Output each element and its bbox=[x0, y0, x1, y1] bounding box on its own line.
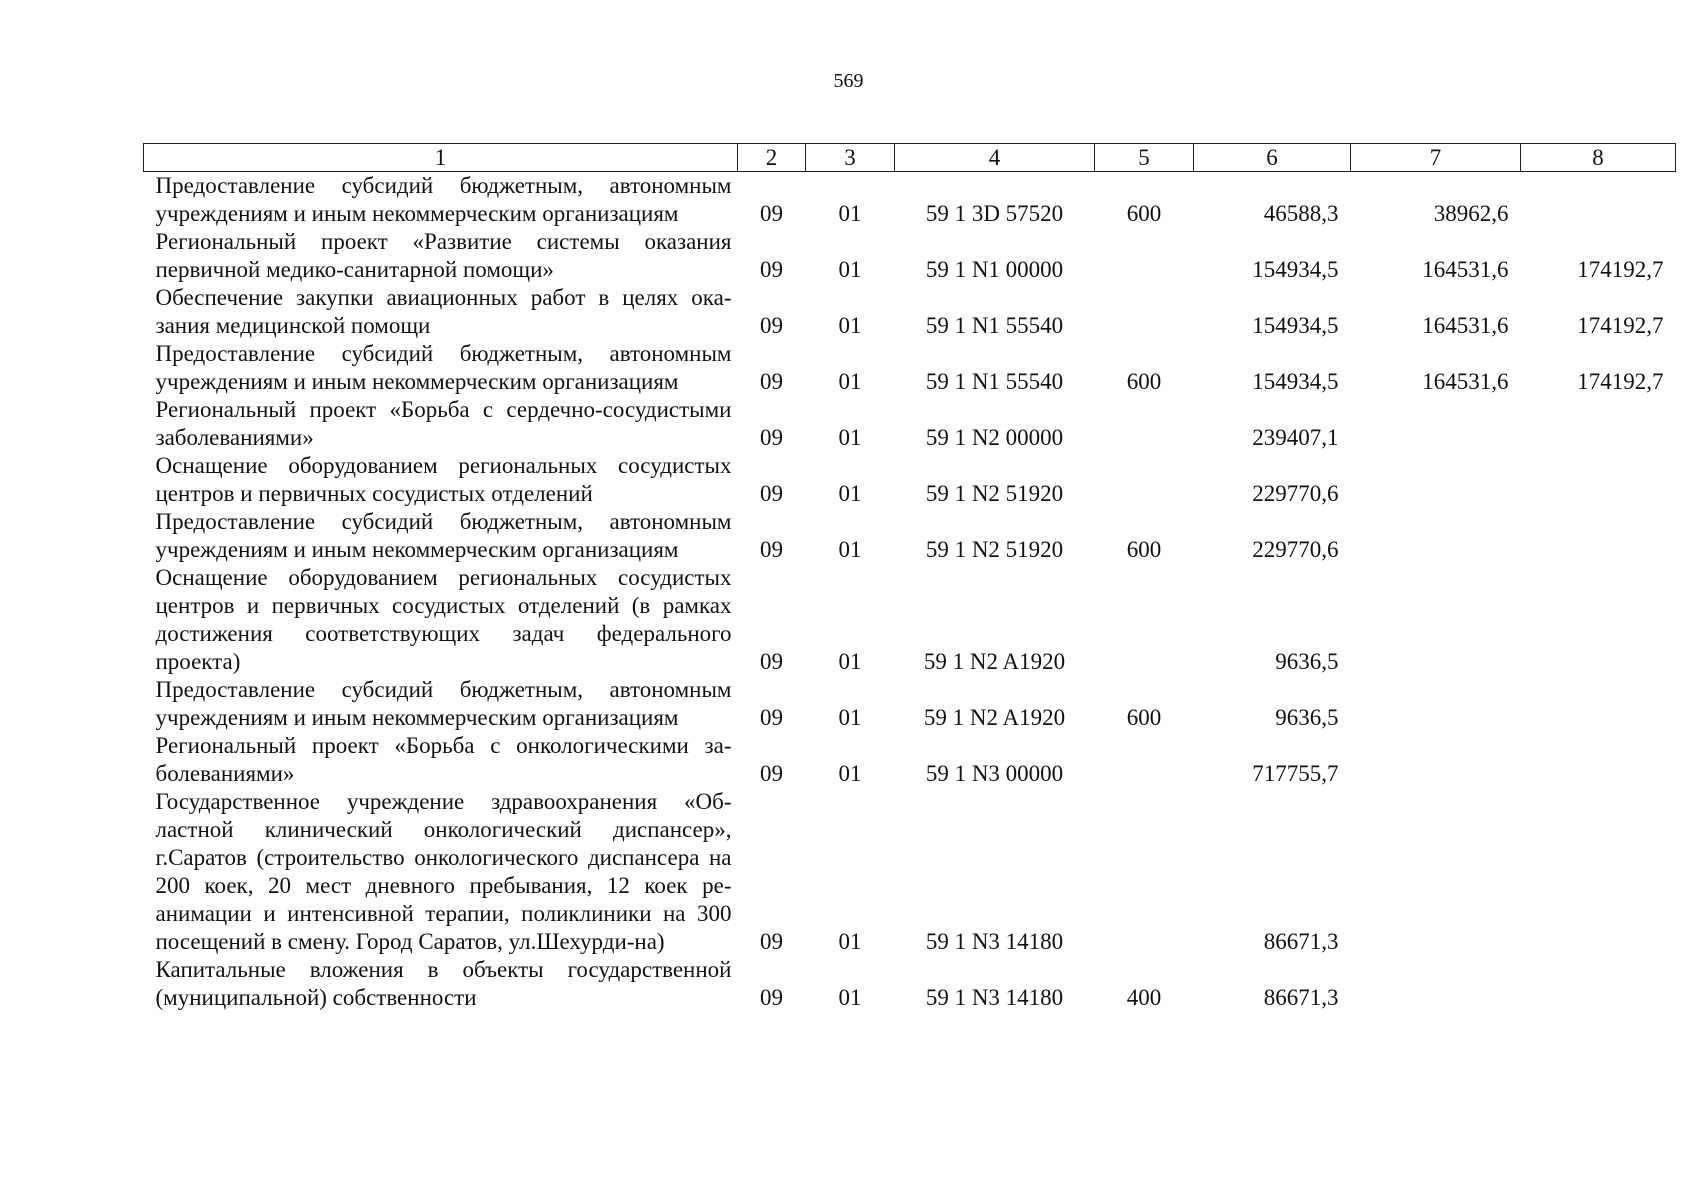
amount-col7-cell: 164531,6 bbox=[1422, 369, 1509, 394]
amount-col8-cell bbox=[1521, 676, 1676, 732]
table-row bbox=[144, 172, 1676, 229]
expense-type-cell: 600 bbox=[1126, 705, 1162, 730]
amount-col7-cell bbox=[1351, 452, 1521, 508]
row-name-cell: Предоставление субсидий бюджетным, автономным учреждениям и иным некоммерческим организациям bbox=[155, 509, 732, 562]
amount-col6-cell: 154934,5 bbox=[1252, 257, 1339, 282]
section-code-cell: 09 bbox=[760, 201, 783, 226]
page-number: 569 bbox=[833, 70, 864, 92]
amount-col8-cell bbox=[1521, 172, 1676, 229]
column-header-1: 1 bbox=[144, 144, 738, 172]
subsection-code-cell: 01 bbox=[838, 369, 862, 394]
table-row bbox=[144, 284, 1676, 340]
expense-type-cell bbox=[1095, 564, 1194, 676]
expense-type-cell: 400 bbox=[1126, 985, 1162, 1010]
amount-col8-cell: 174192,7 bbox=[1577, 369, 1664, 394]
amount-col8-cell bbox=[1521, 956, 1676, 1012]
subsection-code-cell: 01 bbox=[838, 257, 862, 282]
amount-col6-cell: 86671,3 bbox=[1263, 985, 1339, 1010]
amount-col8-cell bbox=[1521, 732, 1676, 788]
target-code-cell: 59 1 N3 00000 bbox=[925, 761, 1064, 786]
subsection-code-cell: 01 bbox=[838, 929, 862, 954]
subsection-code-cell: 01 bbox=[838, 313, 862, 338]
subsection-code-cell: 01 bbox=[838, 985, 862, 1010]
amount-col6-cell: 717755,7 bbox=[1252, 761, 1339, 786]
amount-col7-cell bbox=[1351, 788, 1521, 956]
subsection-code-cell: 01 bbox=[838, 761, 862, 786]
subsection-code-cell: 01 bbox=[838, 705, 862, 730]
section-code-cell: 09 bbox=[760, 313, 783, 338]
target-code-cell: 59 1 N2 A1920 bbox=[923, 649, 1066, 674]
amount-col8-cell bbox=[1521, 564, 1676, 676]
amount-col6-cell: 239407,1 bbox=[1252, 425, 1339, 450]
row-name-cell: Обеспечение закупки авиационных работ в целях ока-зания медицинской помощи bbox=[155, 285, 732, 338]
expense-type-cell bbox=[1095, 396, 1194, 452]
expense-type-cell bbox=[1095, 284, 1194, 340]
amount-col6-cell: 154934,5 bbox=[1252, 313, 1339, 338]
column-header-8: 8 bbox=[1521, 144, 1676, 172]
section-code-cell: 09 bbox=[760, 481, 783, 506]
column-header-6: 6 bbox=[1194, 144, 1351, 172]
row-name-cell: Государственное учреждение здравоохранения «Об-ластной клинический онкологический диспансер», г.Саратов (строительство онкологического диспансера на 200 коек, 20 мест дневного пребывания, 12 коек ре-анимации и интенсивной терапии, поликлиники на 300 посещений в смену. Город Саратов, ул.Шехурди-на) bbox=[155, 789, 732, 954]
budget-table bbox=[143, 143, 1676, 1012]
row-name-cell: Предоставление субсидий бюджетным, автономным учреждениям и иным некоммерческим организациям bbox=[155, 677, 732, 730]
expense-type-cell bbox=[1095, 732, 1194, 788]
column-header-4: 4 bbox=[895, 144, 1095, 172]
amount-col7-cell: 164531,6 bbox=[1422, 313, 1509, 338]
column-header-5: 5 bbox=[1095, 144, 1194, 172]
target-code-cell: 59 1 N3 14180 bbox=[925, 929, 1064, 954]
subsection-code-cell: 01 bbox=[838, 425, 862, 450]
table-row bbox=[144, 676, 1676, 732]
column-header-7: 7 bbox=[1351, 144, 1521, 172]
subsection-code-cell: 01 bbox=[838, 649, 862, 674]
amount-col7-cell bbox=[1351, 956, 1521, 1012]
section-code-cell: 09 bbox=[760, 649, 783, 674]
row-name-cell: Оснащение оборудованием региональных сосудистых центров и первичных сосудистых отделений bbox=[155, 453, 732, 506]
row-name-cell: Капитальные вложения в объекты государственной (муниципальной) собственности bbox=[155, 957, 732, 1010]
row-name-cell: Региональный проект «Развитие системы оказания первичной медико-санитарной помощи» bbox=[155, 229, 732, 282]
table-row bbox=[144, 228, 1676, 284]
target-code-cell: 59 1 3D 57520 bbox=[925, 201, 1064, 226]
amount-col7-cell bbox=[1351, 732, 1521, 788]
expense-type-cell: 600 bbox=[1126, 201, 1162, 226]
section-code-cell: 09 bbox=[760, 537, 783, 562]
target-code-cell: 59 1 N2 A1920 bbox=[923, 705, 1066, 730]
amount-col7-cell bbox=[1351, 676, 1521, 732]
table-row bbox=[144, 452, 1676, 508]
amount-col7-cell: 164531,6 bbox=[1422, 257, 1509, 282]
expense-type-cell bbox=[1095, 452, 1194, 508]
section-code-cell: 09 bbox=[760, 985, 783, 1010]
table-body bbox=[144, 172, 1676, 1013]
amount-col6-cell: 9636,5 bbox=[1275, 649, 1339, 674]
target-code-cell: 59 1 N1 55540 bbox=[925, 313, 1064, 338]
amount-col6-cell: 9636,5 bbox=[1275, 705, 1339, 730]
section-code-cell: 09 bbox=[760, 705, 783, 730]
amount-col7-cell bbox=[1351, 396, 1521, 452]
row-name-cell: Региональный проект «Борьба с сердечно-сосудистыми заболеваниями» bbox=[155, 397, 732, 450]
amount-col8-cell: 174192,7 bbox=[1577, 257, 1664, 282]
row-name-cell: Региональный проект «Борьба с онкологическими за-болеваниями» bbox=[155, 733, 732, 786]
amount-col8-cell bbox=[1521, 788, 1676, 956]
target-code-cell: 59 1 N2 51920 bbox=[925, 537, 1064, 562]
subsection-code-cell: 01 bbox=[838, 201, 862, 226]
expense-type-cell: 600 bbox=[1126, 537, 1162, 562]
subsection-code-cell: 01 bbox=[838, 481, 862, 506]
target-code-cell: 59 1 N2 51920 bbox=[925, 481, 1064, 506]
amount-col6-cell: 46588,3 bbox=[1263, 201, 1339, 226]
column-header-3: 3 bbox=[806, 144, 895, 172]
target-code-cell: 59 1 N2 00000 bbox=[925, 425, 1064, 450]
target-code-cell: 59 1 N1 55540 bbox=[925, 369, 1064, 394]
amount-col8-cell: 174192,7 bbox=[1577, 313, 1664, 338]
expense-type-cell: 600 bbox=[1126, 369, 1162, 394]
target-code-cell: 59 1 N1 00000 bbox=[925, 257, 1064, 282]
row-name-cell: Оснащение оборудованием региональных сосудистых центров и первичных сосудистых отделений (в рамках достижения соответствующих задач федерального проекта) bbox=[155, 565, 732, 674]
amount-col6-cell: 229770,6 bbox=[1252, 481, 1339, 506]
amount-col8-cell bbox=[1521, 396, 1676, 452]
table-header-row bbox=[144, 144, 1676, 172]
section-code-cell: 09 bbox=[760, 929, 783, 954]
table-row bbox=[144, 732, 1676, 788]
table-row bbox=[144, 956, 1676, 1012]
table-row bbox=[144, 396, 1676, 452]
amount-col7-cell: 38962,6 bbox=[1433, 201, 1509, 226]
row-name-cell: Предоставление субсидий бюджетным, автономным учреждениям и иным некоммерческим организациям bbox=[155, 341, 732, 394]
amount-col7-cell bbox=[1351, 508, 1521, 564]
section-code-cell: 09 bbox=[760, 369, 783, 394]
row-name-cell: Предоставление субсидий бюджетным, автономным учреждениям и иным некоммерческим организациям bbox=[155, 173, 732, 226]
subsection-code-cell: 01 bbox=[838, 537, 862, 562]
section-code-cell: 09 bbox=[760, 761, 783, 786]
amount-col7-cell bbox=[1351, 564, 1521, 676]
table-row bbox=[144, 564, 1676, 676]
column-header-2: 2 bbox=[738, 144, 806, 172]
table-row bbox=[144, 788, 1676, 956]
amount-col6-cell: 229770,6 bbox=[1252, 537, 1339, 562]
amount-col6-cell: 86671,3 bbox=[1263, 929, 1339, 954]
amount-col6-cell: 154934,5 bbox=[1252, 369, 1339, 394]
amount-col8-cell bbox=[1521, 452, 1676, 508]
section-code-cell: 09 bbox=[760, 425, 783, 450]
expense-type-cell bbox=[1095, 228, 1194, 284]
expense-type-cell bbox=[1095, 788, 1194, 956]
amount-col8-cell bbox=[1521, 508, 1676, 564]
table-row bbox=[144, 340, 1676, 396]
section-code-cell: 09 bbox=[760, 257, 783, 282]
table-row bbox=[144, 508, 1676, 564]
target-code-cell: 59 1 N3 14180 bbox=[925, 985, 1064, 1010]
